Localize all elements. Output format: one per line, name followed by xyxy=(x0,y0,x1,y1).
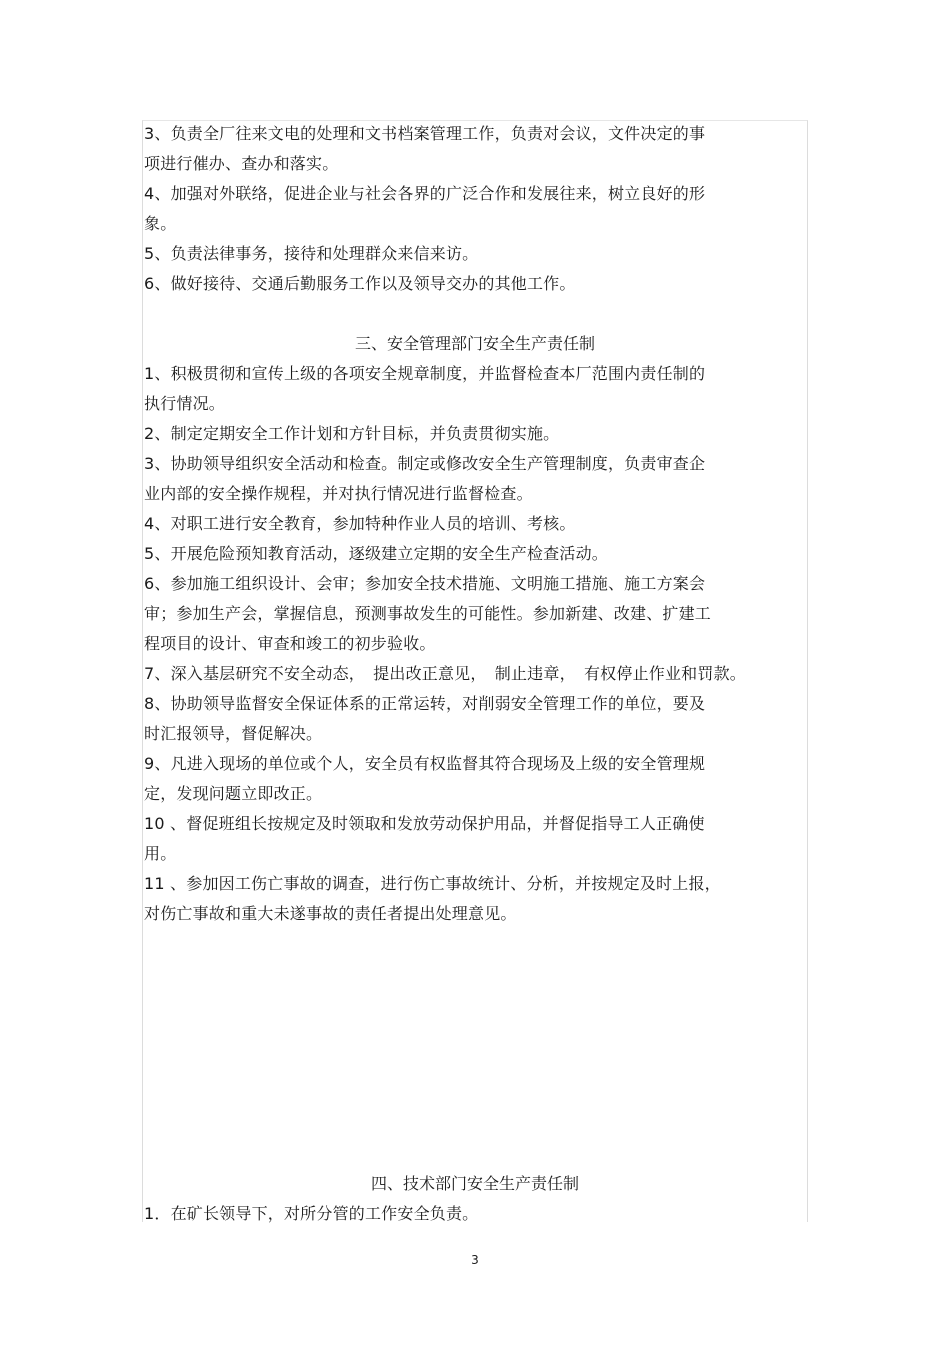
paragraph-line: 业内部的安全操作规程，并对执行情况进行监督检查。 xyxy=(144,484,533,503)
paragraph-line: 10 、督促班组长按规定及时领取和发放劳动保护用品，并督促指导工人正确使 xyxy=(144,814,705,833)
section-heading: 三、安全管理部门安全生产责任制 xyxy=(354,334,595,353)
paragraph-line: 5、开展危险预知教育活动，逐级建立定期的安全生产检查活动。 xyxy=(144,544,608,563)
paragraph-line: 8、协助领导监督安全保证体系的正常运转，对削弱安全管理工作的单位，要及 xyxy=(144,694,706,713)
paragraph-line: 6、做好接待、交通后勤服务工作以及领导交办的其他工作。 xyxy=(144,274,576,293)
paragraph-line: 定，发现问题立即改正。 xyxy=(144,784,323,803)
paragraph-line: 时汇报领导，督促解决。 xyxy=(144,724,323,743)
paragraph-line: 11 、参加因工伤亡事故的调查，进行伤亡事故统计、分析，并按规定及时上报， xyxy=(144,874,721,893)
paragraph-line: 2、制定定期安全工作计划和方针目标，并负责贯彻实施。 xyxy=(144,424,560,443)
paragraph-line: 9、凡进入现场的单位或个人，安全员有权监督其符合现场及上级的安全管理规 xyxy=(144,754,706,773)
paragraph-line: 象。 xyxy=(144,214,177,233)
paragraph-line: 项进行催办、查办和落实。 xyxy=(144,154,339,173)
paragraph-line: 4、加强对外联络，促进企业与社会各界的广泛合作和发展往来，树立良好的形 xyxy=(144,184,706,203)
paragraph-line: 程项目的设计、审查和竣工的初步验收。 xyxy=(144,634,436,653)
paragraph-line: 4、对职工进行安全教育，参加特种作业人员的培训、考核。 xyxy=(144,514,576,533)
paragraph-line: 1．在矿长领导下，对所分管的工作安全负责。 xyxy=(144,1204,479,1223)
page-number: 3 xyxy=(471,1253,479,1267)
section-heading: 四、技术部门安全生产责任制 xyxy=(370,1174,579,1193)
paragraph-line: 对伤亡事故和重大未遂事故的责任者提出处理意见。 xyxy=(144,904,517,923)
paragraph-line: 7、深入基层研究不安全动态， 提出改正意见， 制止违章， 有权停止作业和罚款。 xyxy=(144,664,746,683)
paragraph-line: 6、参加施工组织设计、会审；参加安全技术措施、文明施工措施、施工方案会 xyxy=(144,574,706,593)
paragraph-line: 审；参加生产会，掌握信息，预测事故发生的可能性。参加新建、改建、扩建工 xyxy=(144,604,712,623)
paragraph-line: 执行情况。 xyxy=(144,394,226,413)
paragraph-line: 用。 xyxy=(144,844,177,863)
paragraph-line: 1、积极贯彻和宣传上级的各项安全规章制度，并监督检查本厂范围内责任制的 xyxy=(144,364,706,383)
paragraph-line: 3、负责全厂往来文电的处理和文书档案管理工作，负责对会议，文件决定的事 xyxy=(144,124,706,143)
paragraph-line: 5、负责法律事务，接待和处理群众来信来访。 xyxy=(144,244,479,263)
paragraph-line: 3、协助领导组织安全活动和检查。制定或修改安全生产管理制度，负责审查企 xyxy=(144,454,706,473)
